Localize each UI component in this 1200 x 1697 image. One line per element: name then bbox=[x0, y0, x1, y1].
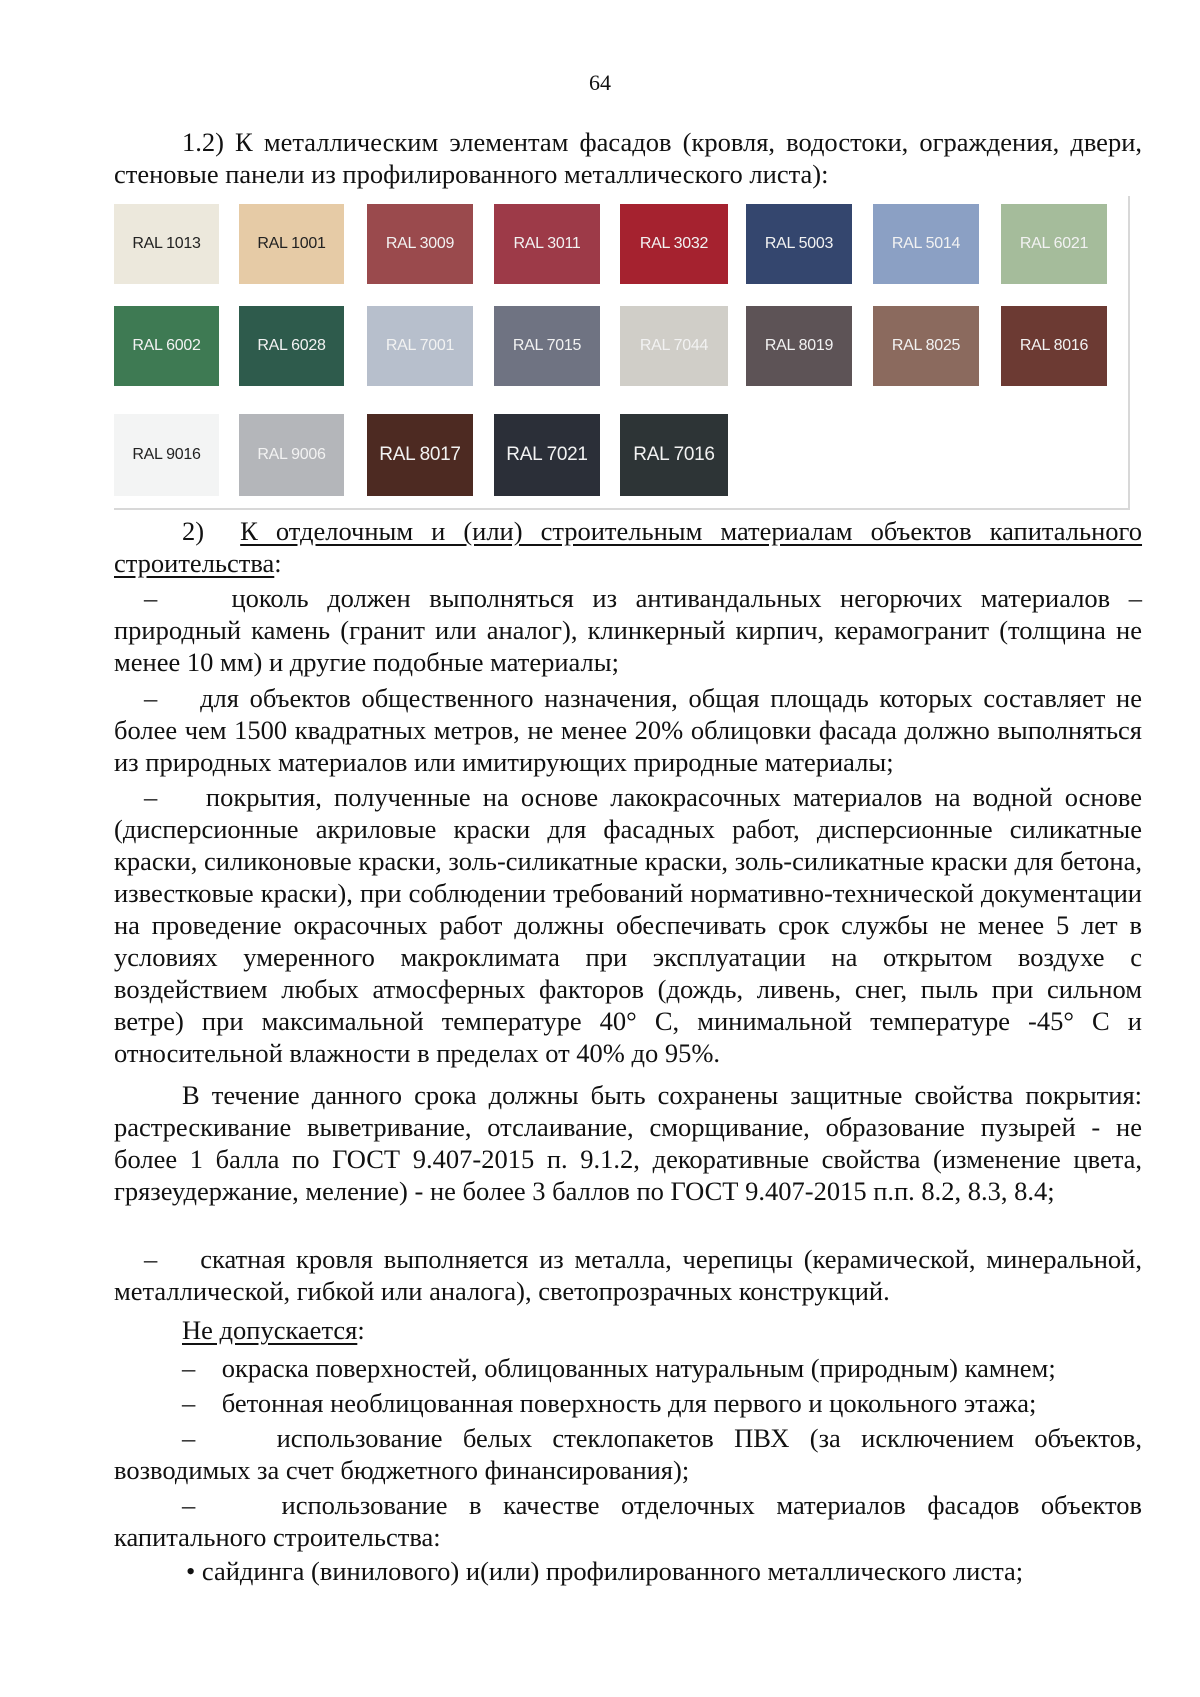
bullet-text: сайдинга (винилового) и(или) профилированного металлического листа; bbox=[201, 1556, 1024, 1586]
ral-swatch: RAL 7021 bbox=[494, 414, 600, 496]
ral-swatch: RAL 8025 bbox=[873, 306, 979, 386]
list-item-roof bbox=[114, 1243, 1142, 1307]
ral-swatch: RAL 9016 bbox=[114, 414, 219, 496]
paragraph-service-term: В течение данного срока должны быть сохранены защитные свойства покрытия: растрескивание выветривание, отслаивание, сморщивание, образование пузырей - не более 1 балла по ГОСТ 9.407-2015 п. 9.1.2, декоративные свойства (изменение цвета, грязеудержание, меление) - не более 3 баллов по ГОСТ 9.407-2015 п.п. 8.2, 8.3, 8.4; bbox=[114, 1080, 1142, 1206]
list-item-coatings bbox=[114, 781, 1142, 1069]
dash-marker: – bbox=[182, 1423, 196, 1453]
not-allowed-bullet-siding bbox=[186, 1555, 1142, 1587]
ral-swatch: RAL 7015 bbox=[494, 306, 600, 386]
ral-swatch: RAL 3032 bbox=[620, 204, 728, 284]
list-item-text: для объектов общественного назначения, общая площадь которых составляет не более чем 1500 квадратных метров, не менее 20% облицовки фасада должно выполняться из природных материалов или имитирующих природные материалы; bbox=[114, 683, 1142, 777]
heading-1-2: 1.2) К металлическим элементам фасадов (кровля, водостоки, ограждения, двери, стеновые панели из профилированного металлического листа): bbox=[114, 127, 1142, 189]
dash-marker: – bbox=[144, 1244, 158, 1274]
not-allowed-item-painting bbox=[114, 1352, 1142, 1384]
list-item-text: покрытия, полученные на основе лакокрасочных материалов на водной основе (дисперсионные акриловые краски для фасадных работ, дисперсионные силикатные краски, силиконовые краски, золь-силикатные краски, золь-силикатные краски для бетона, известковые краски), при соблюдении требований нормативно-технической документации на проведение окрасочных работ должны обеспечивать срок службы не менее 5 лет в условиях умеренного макроклимата при эксплуатации на открытом воздухе с воздействием любых атмосферных факторов (дождь, ливень, снег, пыль при сильном ветре) при максимальной температуре 40° С, минимальной температуре -45° С и относительной влажности в пределах от 40% до 95%. bbox=[114, 782, 1142, 1068]
list-item-text: использование в качестве отделочных материалов фасадов объектов капитального строительства: bbox=[114, 1490, 1142, 1552]
not-allowed-item-materials bbox=[114, 1489, 1142, 1553]
ral-swatch: RAL 6002 bbox=[114, 306, 219, 386]
ral-swatch: RAL 9006 bbox=[239, 414, 344, 496]
list-item-text: цоколь должен выполняться из антивандальных негорючих материалов – природный камень (гранит или аналог), клинкерный кирпич, керамогранит (толщина не менее 10 мм) и другие подобные материалы; bbox=[114, 583, 1142, 677]
section-2-number: 2) bbox=[182, 516, 205, 546]
dash-marker: – bbox=[182, 1388, 196, 1418]
list-item-public-objects bbox=[114, 682, 1142, 778]
ral-swatch: RAL 7001 bbox=[367, 306, 473, 386]
dash-marker: – bbox=[182, 1490, 196, 1520]
ral-swatch: RAL 7016 bbox=[620, 414, 728, 496]
list-item-plinth bbox=[114, 582, 1142, 678]
dash-marker: – bbox=[144, 583, 158, 613]
dash-marker: – bbox=[144, 683, 158, 713]
list-item-text: использование белых стеклопакетов ПВХ (за исключением объектов, возводимых за счет бюджетного финансирования); bbox=[114, 1423, 1143, 1485]
ral-swatch: RAL 3009 bbox=[367, 204, 473, 284]
ral-swatch: RAL 6021 bbox=[1001, 204, 1107, 284]
ral-color-chart bbox=[114, 196, 1130, 510]
list-item-text: скатная кровля выполняется из металла, черепицы (керамической, минеральной, металлической, гибкой или аналога), светопрозрачных конструкций. bbox=[114, 1244, 1142, 1306]
ral-swatch: RAL 7044 bbox=[620, 306, 728, 386]
not-allowed-colon: : bbox=[357, 1315, 365, 1345]
section-2-heading bbox=[114, 515, 1142, 579]
dash-marker: – bbox=[144, 782, 158, 812]
ral-swatch: RAL 3011 bbox=[494, 204, 600, 284]
ral-swatch: RAL 8019 bbox=[746, 306, 852, 386]
list-item-text: бетонная необлицованная поверхность для первого и цокольного этажа; bbox=[221, 1388, 1037, 1418]
list-item-text: окраска поверхностей, облицованных натуральным (природным) камнем; bbox=[221, 1353, 1056, 1383]
ral-swatch: RAL 1001 bbox=[239, 204, 344, 284]
ral-swatch: RAL 8017 bbox=[367, 414, 473, 496]
ral-swatch: RAL 6028 bbox=[239, 306, 344, 386]
not-allowed-item-pvc bbox=[114, 1422, 1142, 1486]
not-allowed-item-concrete bbox=[114, 1387, 1142, 1419]
bullet-marker: • bbox=[186, 1556, 196, 1586]
not-allowed-title: Не допускается bbox=[182, 1315, 358, 1345]
ral-swatch: RAL 5014 bbox=[873, 204, 979, 284]
ral-swatch: RAL 8016 bbox=[1001, 306, 1107, 386]
section-2-title: К отделочным и (или) строительным материалам объектов капитального строительства bbox=[114, 516, 1143, 578]
ral-swatch: RAL 1013 bbox=[114, 204, 219, 284]
section-2-colon: : bbox=[274, 548, 282, 578]
not-allowed-heading bbox=[114, 1314, 1142, 1346]
dash-marker: – bbox=[182, 1353, 196, 1383]
page-number: 64 bbox=[589, 70, 611, 95]
ral-swatch: RAL 5003 bbox=[746, 204, 852, 284]
